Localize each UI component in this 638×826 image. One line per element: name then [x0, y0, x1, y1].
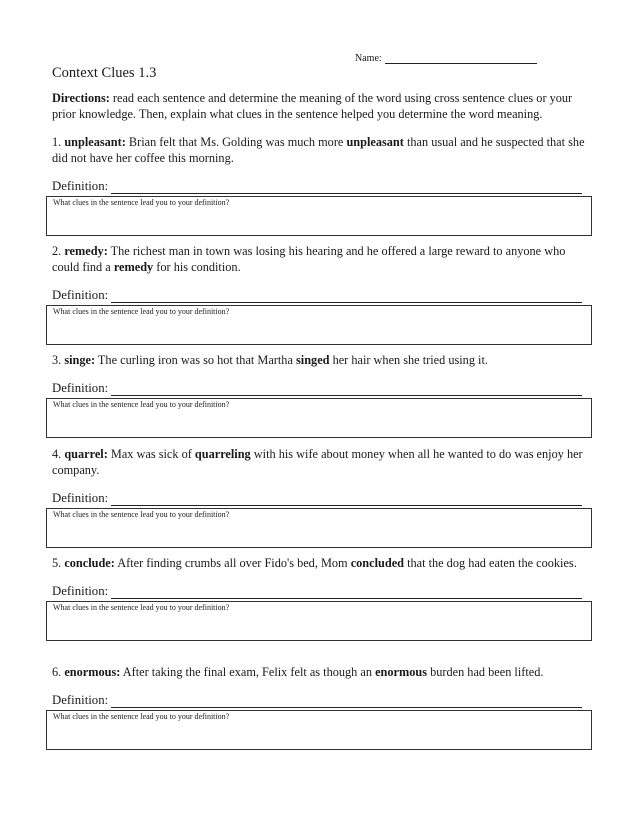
sentence-bold-word: remedy: [113, 260, 154, 274]
clue-answer-box[interactable]: [46, 601, 592, 641]
question-item-5: [52, 555, 592, 641]
sentence-before: Max was sick of: [107, 447, 195, 461]
clue-prompt: What clues in the sentence lead you to your definition?: [53, 307, 230, 316]
clue-prompt: What clues in the sentence lead you to your definition?: [53, 400, 230, 409]
question-number: 1.: [52, 135, 62, 149]
definition-blank[interactable]: [111, 584, 582, 599]
directions: [52, 91, 592, 122]
vocab-word: remedy:: [64, 244, 108, 258]
definition-blank[interactable]: [111, 288, 582, 303]
question-item-6: [52, 664, 592, 750]
sentence-before: The richest man in town was losing his hearing and he offered a large reward to anyone who could find a: [52, 244, 566, 274]
question-item-2: [52, 243, 592, 345]
question-number: 5.: [52, 556, 62, 570]
definition-label: Definition:: [52, 584, 109, 598]
definition-blank[interactable]: [111, 381, 582, 396]
definition-label: Definition:: [52, 381, 109, 395]
sentence-after: her hair when she tried using it.: [329, 353, 488, 367]
sentence-before: Brian felt that Ms. Golding was much more: [125, 135, 347, 149]
question-sentence: [52, 243, 592, 275]
clue-prompt: What clues in the sentence lead you to your definition?: [53, 712, 230, 721]
sentence-before: The curling iron was so hot that Martha: [95, 353, 296, 367]
question-sentence: [52, 446, 592, 478]
question-item-1: [52, 134, 592, 236]
definition-row: [52, 490, 592, 506]
question-item-3: [52, 352, 592, 438]
question-number: 3.: [52, 353, 62, 367]
name-line: [355, 52, 537, 64]
clue-answer-box[interactable]: [46, 508, 592, 548]
sentence-before: After finding crumbs all over Fido's bed, Mom: [114, 556, 351, 570]
clue-prompt: What clues in the sentence lead you to your definition?: [53, 198, 230, 207]
question-item-4: [52, 446, 592, 548]
sentence-bold-word: singed: [296, 353, 330, 367]
sentence-bold-word: enormous: [375, 665, 428, 679]
sentence-after: than usual and he suspected that she did not have her coffee this morning.: [52, 135, 585, 165]
question-number: 2.: [52, 244, 62, 258]
sentence-after: that the dog had eaten the cookies.: [404, 556, 577, 570]
vocab-word: enormous:: [64, 665, 121, 679]
definition-row: [52, 178, 592, 194]
vocab-word: quarrel:: [64, 447, 108, 461]
question-sentence: [52, 555, 592, 571]
sentence-bold-word: unpleasant: [346, 135, 404, 149]
clue-prompt: What clues in the sentence lead you to your definition?: [53, 510, 230, 519]
name-blank[interactable]: [385, 52, 537, 64]
directions-label: Directions:: [52, 91, 110, 105]
name-label: Name:: [355, 53, 382, 64]
question-sentence: [52, 134, 592, 166]
clue-answer-box[interactable]: [46, 305, 592, 345]
question-number: 6.: [52, 665, 62, 679]
definition-blank[interactable]: [111, 693, 582, 708]
sentence-after: burden had been lifted.: [427, 665, 544, 679]
definition-row: [52, 380, 592, 396]
sentence-before: After taking the final exam, Felix felt as though an: [120, 665, 376, 679]
sentence-bold-word: quarreling: [194, 447, 251, 461]
vocab-word: singe:: [64, 353, 96, 367]
directions-text: read each sentence and determine the meaning of the word using cross sentence clues or your prior knowledge. Then, explain what clues in the sentence helped you determine the word meaning.: [52, 91, 573, 121]
question-sentence: [52, 664, 592, 680]
vocab-word: conclude:: [64, 556, 115, 570]
sentence-bold-word: concluded: [350, 556, 404, 570]
definition-label: Definition:: [52, 491, 109, 505]
definition-label: Definition:: [52, 179, 109, 193]
definition-blank[interactable]: [111, 491, 582, 506]
definition-label: Definition:: [52, 288, 109, 302]
clue-answer-box[interactable]: [46, 710, 592, 750]
definition-row: [52, 287, 592, 303]
sentence-after: for his condition.: [153, 260, 241, 274]
question-number: 4.: [52, 447, 62, 461]
clue-prompt: What clues in the sentence lead you to your definition?: [53, 603, 230, 612]
sentence-after: with his wife about money when all he wanted to do was enjoy her company.: [52, 447, 583, 477]
definition-blank[interactable]: [111, 179, 582, 194]
definition-label: Definition:: [52, 693, 109, 707]
vocab-word: unpleasant:: [64, 135, 126, 149]
question-sentence: [52, 352, 592, 368]
definition-row: [52, 692, 592, 708]
clue-answer-box[interactable]: [46, 398, 592, 438]
definition-row: [52, 583, 592, 599]
page-title: Context Clues 1.3: [52, 65, 157, 81]
clue-answer-box[interactable]: [46, 196, 592, 236]
